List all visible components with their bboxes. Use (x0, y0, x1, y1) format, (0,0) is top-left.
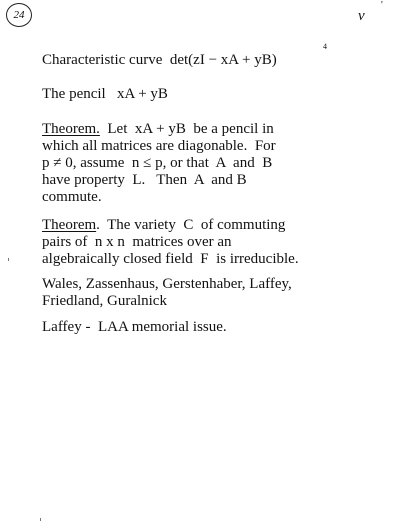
characteristic-curve-line: Characteristic curve det(zI − xA + yB) (42, 52, 277, 68)
superscript-note: 4 (323, 42, 327, 51)
theorem1-line-1 (42, 120, 274, 138)
theorem1-line-4: have property L. Then A and B (42, 172, 247, 188)
theorem2-line-1 (42, 216, 285, 234)
theorem2-line-2: pairs of n x n matrices over an (42, 234, 232, 250)
theorem2-text: . The variety C of commuting (96, 217, 286, 233)
names-line-1: Wales, Zassenhaus, Gerstenhaber, Laffey, (42, 276, 292, 292)
theorem1-line-3: p ≠ 0, assume n ≤ p, or that A and B (42, 155, 273, 171)
theorem1-line-2: which all matrices are diagonable. For (42, 138, 276, 154)
page-number-circle: 24 (6, 3, 32, 27)
pencil-line: The pencil xA + yB (42, 86, 168, 102)
theorem1-label: Theorem. (42, 121, 100, 137)
names-line-2: Friedland, Guralnick (42, 293, 167, 309)
theorem2-label: Theorem (42, 217, 97, 233)
check-mark: v (358, 8, 365, 24)
laffey-line: Laffey - LAA memorial issue. (42, 319, 227, 335)
theorem1-line-5: commute. (42, 189, 102, 205)
theorem2-line-3: algebraically closed field F is irreducible. (42, 251, 299, 267)
theorem1-text: Let xA + yB be a pencil in (99, 121, 274, 137)
tick-mark: ' (381, 0, 383, 11)
margin-dot (8, 258, 9, 261)
